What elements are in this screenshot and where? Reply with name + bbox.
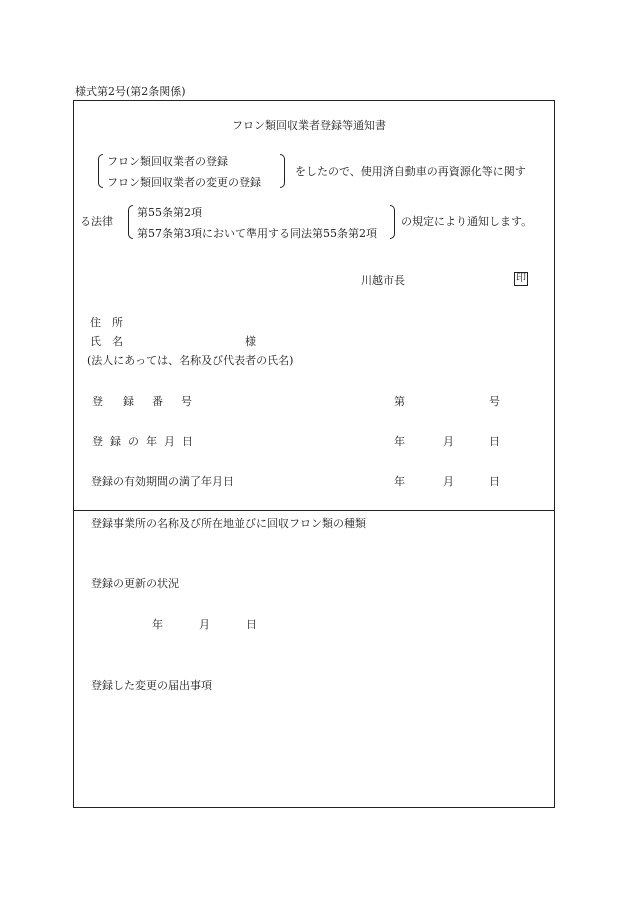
seal-mark: 印 xyxy=(516,273,526,284)
document-title: フロン類回収業者登録等通知書 xyxy=(232,119,386,132)
reg-date-char: の xyxy=(128,435,139,448)
reg-number-char: 番 xyxy=(152,395,163,408)
reg-date-char: 日 xyxy=(182,435,193,448)
reg-number-char: 号 xyxy=(181,395,192,408)
reg-date-char: 登 xyxy=(92,435,103,448)
form-label: 様式第2号(第2条関係) xyxy=(75,85,186,98)
name-label: 氏 名 xyxy=(90,335,123,348)
section-divider xyxy=(73,510,555,511)
section-change: 登録した変更の届出事項 xyxy=(91,679,212,692)
clause1-continuation: をしたので、使用済自動車の再資源化等に関す xyxy=(295,165,526,178)
option-register: フロン類回収業者の登録 xyxy=(107,155,228,168)
right-brace xyxy=(390,205,395,239)
reg-number-char: 録 xyxy=(123,395,134,408)
clause2-lead: る法律 xyxy=(80,215,113,228)
issuer: 川越市長 xyxy=(361,274,405,287)
date-month: 月 xyxy=(443,475,454,488)
date-day: 日 xyxy=(246,618,257,631)
clause2-continuation: の規定により通知します。 xyxy=(401,215,533,228)
reg-date-char: 録 xyxy=(110,435,121,448)
section-renewal: 登録の更新の状況 xyxy=(91,577,179,590)
date-year: 年 xyxy=(152,618,163,631)
left-brace xyxy=(98,154,103,188)
name-note: (法人にあっては、名称及び代表者の氏名) xyxy=(87,354,294,367)
option-article-57: 第57条第3項において準用する同法第55条第2項 xyxy=(137,227,377,240)
date-year: 年 xyxy=(394,435,405,448)
expiry-label: 登録の有効期間の満了年月日 xyxy=(91,475,234,488)
date-year: 年 xyxy=(394,475,405,488)
date-month: 月 xyxy=(443,435,454,448)
address-label: 住 所 xyxy=(90,316,123,329)
left-brace xyxy=(128,205,133,239)
reg-date-char: 月 xyxy=(164,435,175,448)
date-month: 月 xyxy=(199,618,210,631)
date-day: 日 xyxy=(489,475,500,488)
right-brace xyxy=(280,154,285,188)
date-day: 日 xyxy=(489,435,500,448)
honorific: 様 xyxy=(245,335,256,348)
option-change-register: フロン類回収業者の変更の登録 xyxy=(107,176,261,189)
section-office: 登録事業所の名称及び所在地並びに回収フロン類の種類 xyxy=(91,517,366,530)
reg-number-prefix: 第 xyxy=(394,395,405,408)
option-article-55: 第55条第2項 xyxy=(137,206,202,219)
reg-date-char: 年 xyxy=(146,435,157,448)
reg-number-char: 登 xyxy=(92,395,103,408)
reg-number-suffix: 号 xyxy=(489,395,500,408)
